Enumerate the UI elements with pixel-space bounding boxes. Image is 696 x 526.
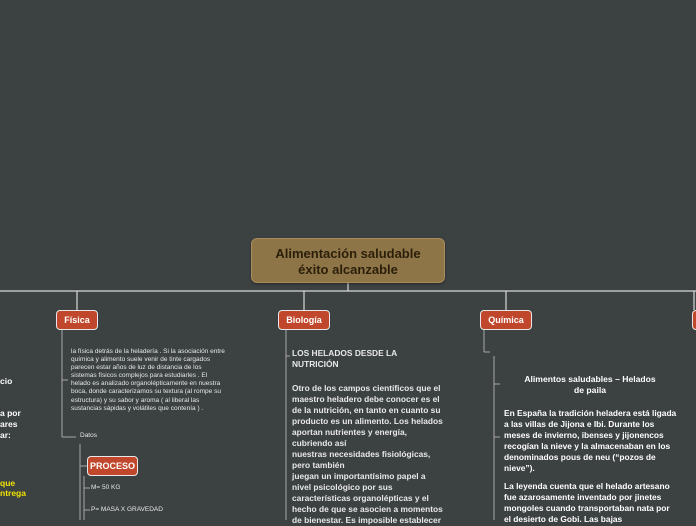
biologia-title: LOS HELADOS DESDE LA NUTRICIÓN [292, 348, 398, 369]
mass-value: M= 50 KG [91, 484, 121, 491]
fisica-intro-text: la física detrás de la heladería . Si la asociación entre química y alimento suele venir de tinte cargados parecen estar años de luz de distancia de los sistemas físicos complejos para estudiarles . El helado es analizado organolépticamente en nuestra boca, donde caracterizamos su textura (al rompe su estructura) y su sabor y aroma ( al liberal las sustancias sápidas y volátiles que contenía ) . [71, 348, 225, 412]
central-topic-line-1: Alimentación saludable [275, 246, 421, 261]
branch-biologia[interactable]: Biología [278, 310, 330, 330]
biologia-body-text: Otro de los campos científicos que el maestro heladero debe conocer es el de la nutrición, en tanto en cuanto su producto es un alimento. Los helados aportan nutrientes y energía, cubriendo así nuestras necesidades fisiológicas, pero también juegan un importantísimo papel a nivel psicológico por sus características organolépticas y el hecho de que se asocien a momentos de bienestar. Es imposible establecer [292, 383, 443, 525]
fisica-datos-label[interactable]: Datos [80, 432, 97, 439]
left-edge-highlight-text: que ntrega [0, 478, 26, 498]
central-topic-line-2: éxito alcanzable [298, 262, 398, 277]
quimica-title: Alimentos saludables – Helados de paila [524, 374, 656, 395]
proceso-node[interactable]: PROCESO [87, 456, 138, 476]
branch-quimica[interactable]: Química [480, 310, 532, 330]
quimica-paragraph-1: En España la tradición heladera está ligada a las villas de Jijona e Ibi. Durante los meses de invierno, ibenses y jijonencos recogían la nieve y la almacenaban en los denominados pous de neu (“pozos de nieve”). [504, 408, 677, 473]
branch-fisica[interactable]: Física [56, 310, 98, 330]
quimica-paragraph-2: La leyenda cuenta que el helado artesano fue azarosamente inventado por jinetes mongoles cuando transportaban nata por el desierto de Gobi. Las bajas [504, 481, 670, 524]
left-edge-text: cio a por ares ar: [0, 376, 21, 440]
central-topic[interactable] [251, 238, 445, 283]
weight-formula: P= MASA X GRAVEDAD [91, 506, 163, 513]
branch-partial-right[interactable] [692, 310, 696, 330]
